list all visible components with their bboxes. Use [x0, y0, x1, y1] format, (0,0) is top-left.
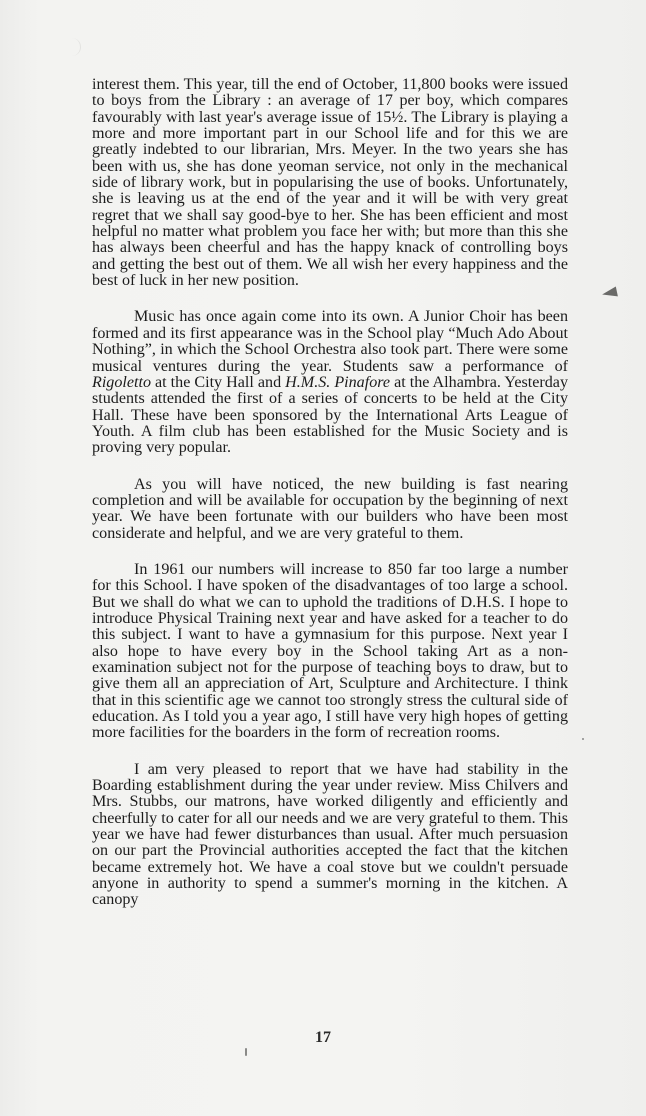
paragraph — [92, 477, 568, 542]
paragraph — [92, 77, 568, 289]
italic-title: H.M.S. Pinafore — [285, 373, 391, 391]
italic-title: Rigoletto — [92, 373, 151, 391]
paragraph — [92, 762, 568, 909]
ink-speck — [582, 738, 584, 740]
paragraph-text: I am very pleased to report that we have had stability in the Boarding establishment during the year under review. Miss Chilvers and Mrs. Stubbs, our matrons, have worked diligently and efficiently and cheerfully to cater for all our needs and we are very grateful to them. This year we have had fewer disturbances than usual. After much persuasion on our part the Provincial authorities accepted the fact that the kitchen became extremely hot. We have a coal stove but we couldn't persuade anyone in authority to spend a summer's morning in the kitchen. A canopy — [92, 760, 568, 909]
paragraph-text: at the City Hall and — [151, 373, 286, 391]
paragraph-text: As you will have noticed, the new building is fast nearing completion and will be available for occupation by the beginning of next year. We have been fortunate with our builders who have been most considerate and helpful, and we are very grateful to them. — [92, 475, 568, 542]
body-text — [92, 77, 568, 929]
page-fold-mark — [66, 38, 81, 56]
page-number: 17 — [315, 1029, 331, 1046]
paragraph-text: Music has once again come into its own. A Junior Choir has been formed and its first appearance was in the School play “Much Ado About Nothing”, in which the School Orchestra also took part. There were some musical ventures during the year. Students saw a performance of — [92, 308, 568, 375]
paragraph-text: interest them. This year, till the end of October, 11,800 books were issued to boys from the Library : an average of 17 per boy, which compares favourably with last year's average issue of 15½. The Library is playing a more and more important part in our School life and for this we are greatly indebted to our librarian, Mrs. Meyer. In the two years she has been with us, she has done yeoman service, not only in the mechanical side of library work, but in popularising the use of books. Unfortunately, she is leaving us at the end of the year and it will be with very great regret that we shall say good-bye to her. She has been efficient and most helpful no matter what problem you face her with; but more than this she has always been cheerful and has the happy knack of controlling boys and getting the best out of them. We all wish her every happiness and the best of luck in her new position. — [92, 76, 568, 290]
paragraph — [92, 562, 568, 742]
paragraph — [92, 309, 568, 456]
margin-arrow-mark — [601, 287, 618, 300]
paragraph-text: at the Alhambra. Yesterday students attended the first of a series of concerts to be held at the City Hall. These have been sponsored by the International Arts League of Youth. A film club has been established for the Music Society and is proving very popular. — [92, 373, 568, 457]
paragraph-text: In 1961 our numbers will increase to 850 far too large a number for this School. I have spoken of the disadvantages of too large a school. But we shall do what we can to uphold the traditions of D.H.S. I hope to introduce Physical Training next year and have asked for a teacher to do this subject. I want to have a gymnasium for this purpose. Next year I also hope to have every boy in the School taking Art as a non-examination subject not for the purpose of teaching boys to draw, but to give them all an appreciation of Art, Sculpture and Architecture. I think that in this scientific age we cannot too strongly stress the cultural side of education. As I told you a year ago, I still have very high hopes of getting more facilities for the boarders in the form of recreation rooms. — [92, 560, 568, 742]
ink-speck — [245, 1048, 247, 1056]
